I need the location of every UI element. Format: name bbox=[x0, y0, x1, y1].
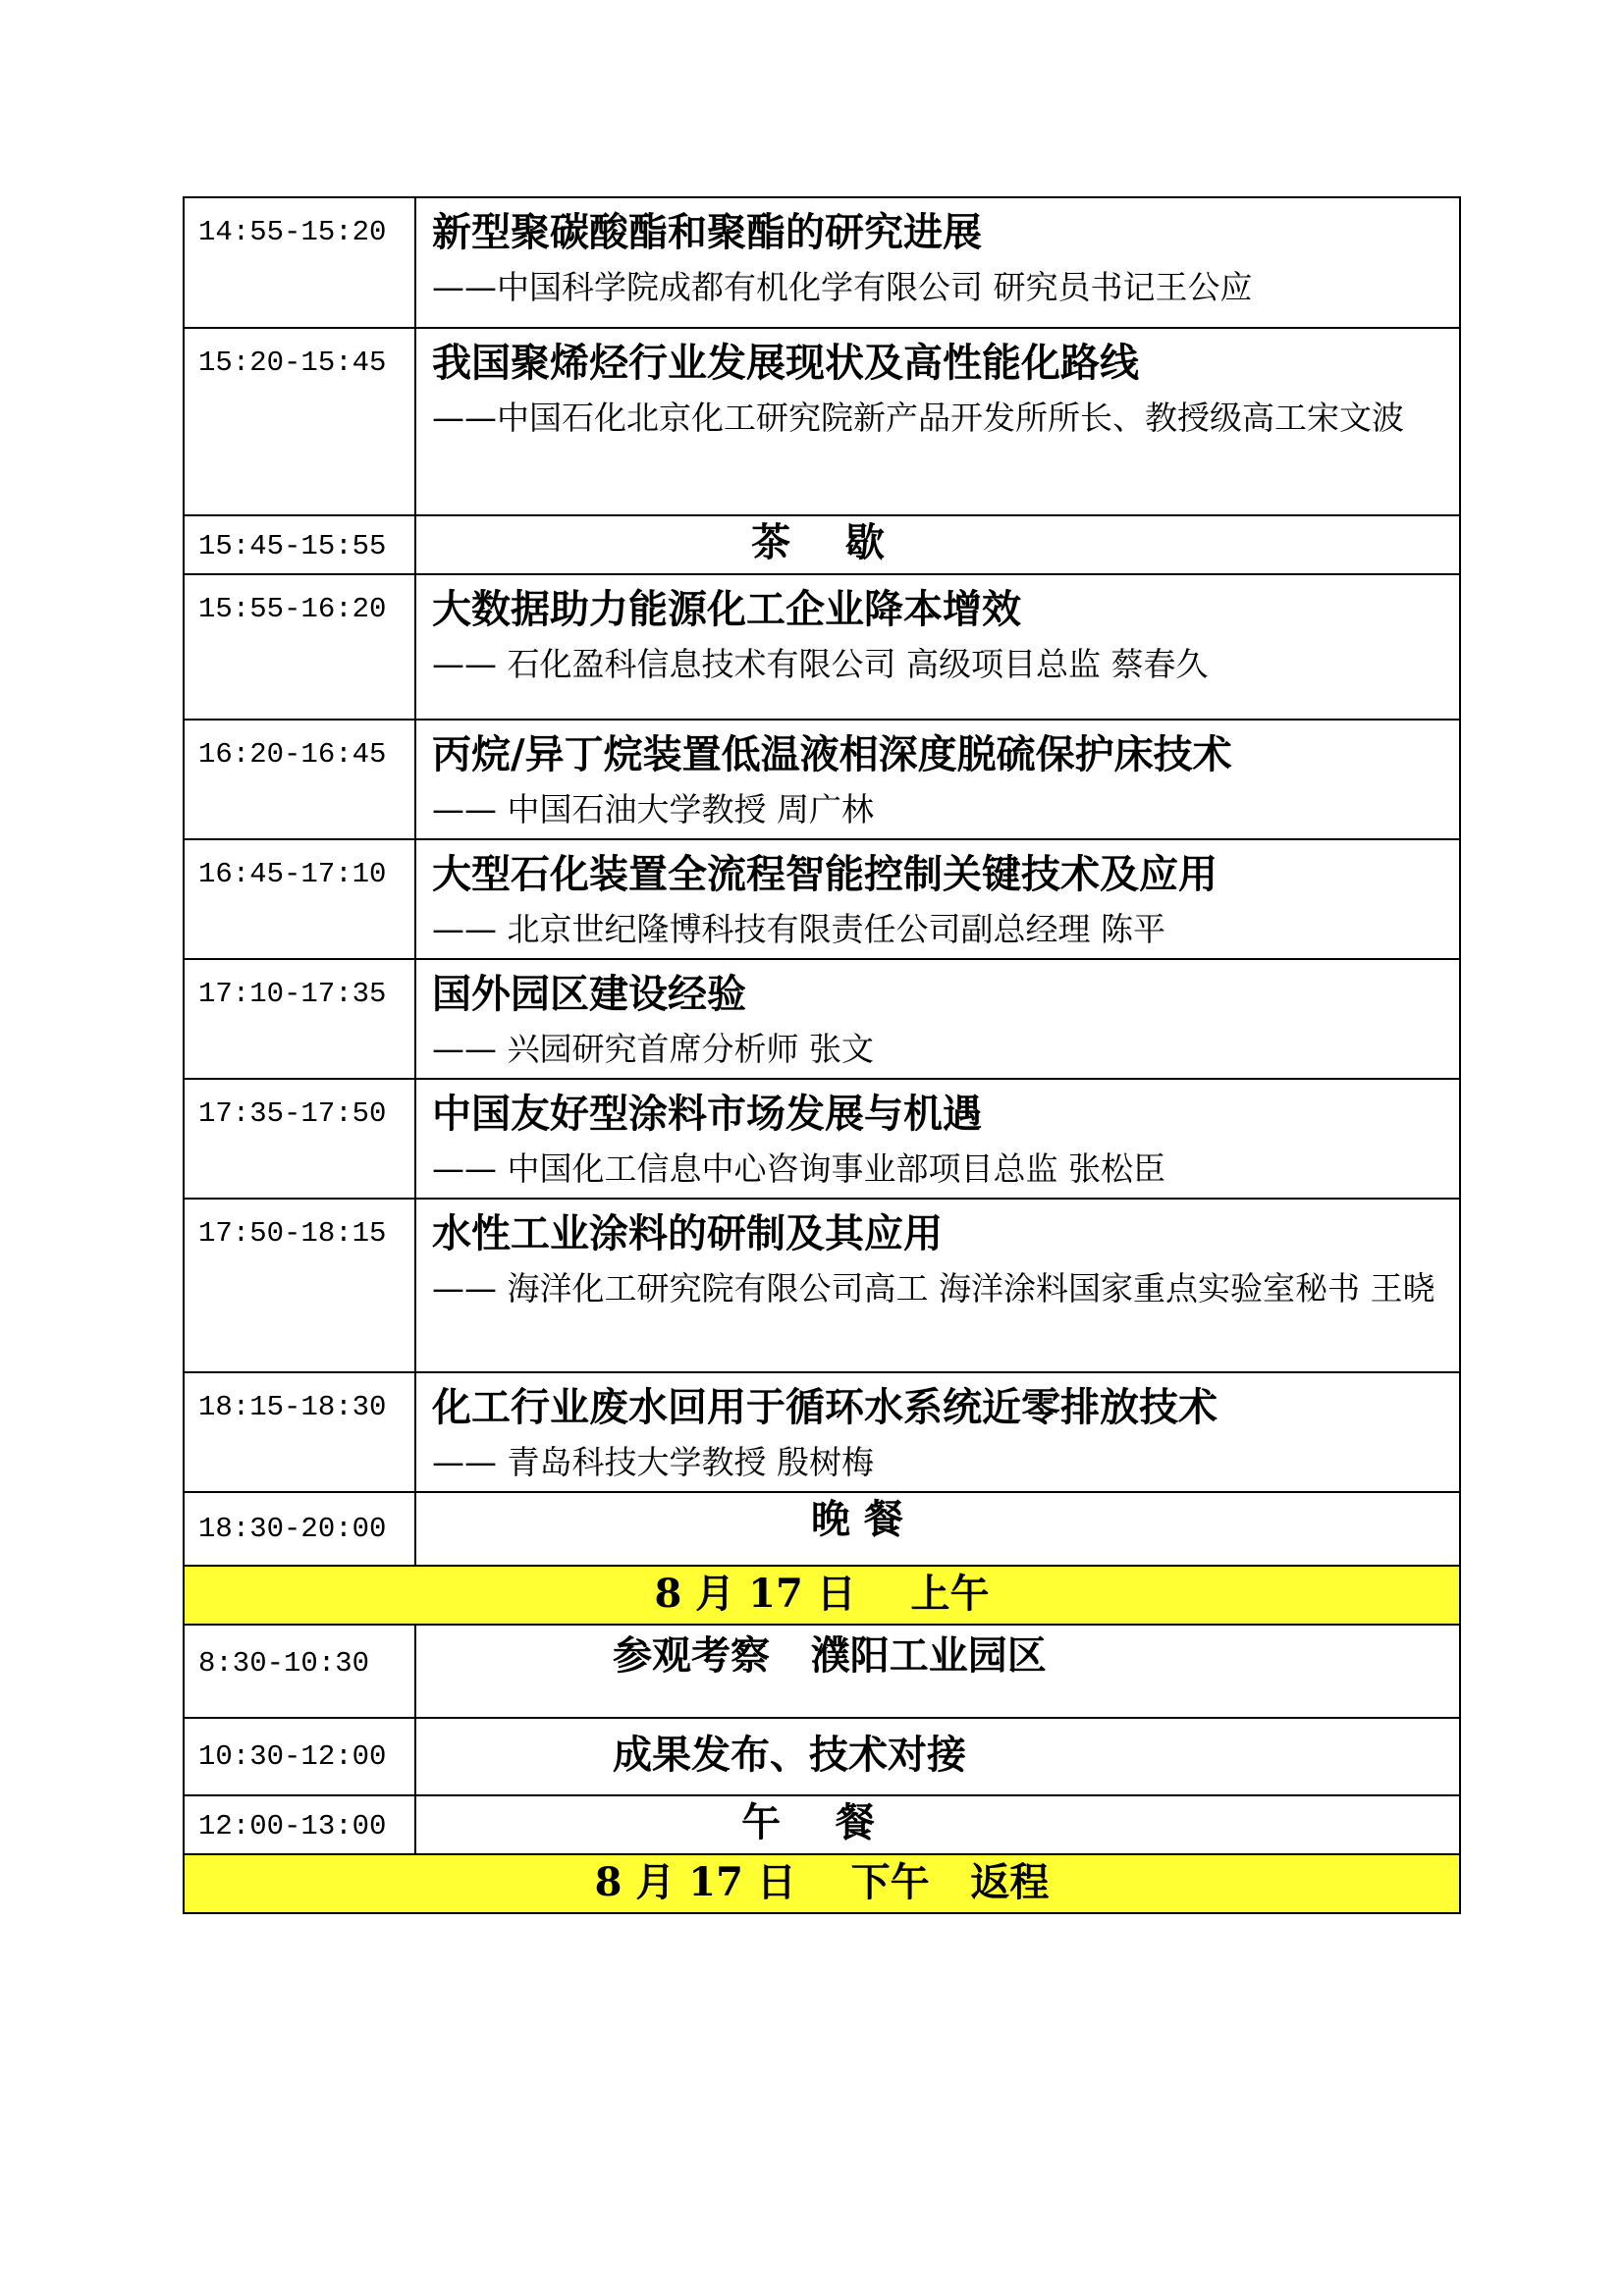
speaker-info: —— 兴园研究首席分析师 张文 bbox=[432, 1030, 874, 1068]
session-cell bbox=[415, 197, 1460, 328]
day-header bbox=[184, 1566, 1460, 1625]
day-header-row bbox=[184, 1566, 1460, 1625]
session-time: 8:30-10:30 bbox=[184, 1625, 415, 1718]
speaker-info: —— 中国化工信息中心咨询事业部项目总监 张松臣 bbox=[432, 1149, 1165, 1188]
day-header-row bbox=[184, 1854, 1460, 1913]
talk-title: 中国友好型涂料市场发展与机遇 bbox=[432, 1091, 982, 1137]
speaker-info: ——中国石化北京化工研究院新产品开发所所长、教授级高工宋文波 bbox=[432, 399, 1404, 437]
speaker-info: —— 北京世纪隆博科技有限责任公司副总经理 陈平 bbox=[432, 910, 1165, 948]
session-time: 15:20-15:45 bbox=[184, 328, 415, 515]
day-header bbox=[184, 1854, 1460, 1913]
talk-title: 新型聚碳酸酯和聚酯的研究进展 bbox=[432, 209, 982, 255]
talk-title: 丙烷/异丁烷装置低温液相深度脱硫保护床技术 bbox=[432, 731, 1232, 777]
session-cell bbox=[415, 720, 1460, 839]
session-cell bbox=[415, 328, 1460, 515]
table-row bbox=[184, 328, 1460, 515]
session-cell bbox=[415, 839, 1460, 959]
speaker-info: —— 中国石油大学教授 周广林 bbox=[432, 790, 874, 828]
table-row bbox=[184, 839, 1460, 959]
talk-title: 化工行业废水回用于循环水系统近零排放技术 bbox=[432, 1384, 1218, 1430]
session-time: 18:15-18:30 bbox=[184, 1372, 415, 1492]
session-cell bbox=[415, 1079, 1460, 1199]
session-time: 15:45-15:55 bbox=[184, 515, 415, 574]
break-label: 晚 餐 bbox=[811, 1496, 903, 1542]
session-cell bbox=[415, 574, 1460, 720]
table-row bbox=[184, 959, 1460, 1079]
break-cell bbox=[415, 1492, 1460, 1566]
table-row bbox=[184, 1625, 1460, 1718]
table-row bbox=[184, 1079, 1460, 1199]
speaker-info: —— 海洋化工研究院有限公司高工 海洋涂料国家重点实验室秘书 王晓 bbox=[432, 1269, 1435, 1308]
day-label: 8 月 17 日 上午 bbox=[654, 1571, 990, 1617]
speaker-info: —— 青岛科技大学教授 殷树梅 bbox=[432, 1443, 874, 1481]
session-time: 16:20-16:45 bbox=[184, 720, 415, 839]
break-label: 午 餐 bbox=[741, 1799, 875, 1845]
day-label: 8 月 17 日 下午 返程 bbox=[594, 1859, 1050, 1905]
session-time: 12:00-13:00 bbox=[184, 1795, 415, 1854]
table-row bbox=[184, 574, 1460, 720]
session-time: 16:45-17:10 bbox=[184, 839, 415, 959]
activity-cell bbox=[415, 1718, 1460, 1795]
table-row bbox=[184, 1492, 1460, 1566]
session-cell bbox=[415, 959, 1460, 1079]
activity-label: 成果发布、技术对接 bbox=[613, 1732, 966, 1778]
table-row bbox=[184, 515, 1460, 574]
talk-title: 大数据助力能源化工企业降本增效 bbox=[432, 586, 1021, 632]
speaker-info: —— 石化盈科信息技术有限公司 高级项目总监 蔡春久 bbox=[432, 645, 1209, 683]
break-label: 茶 歇 bbox=[751, 519, 885, 565]
talk-title: 大型石化装置全流程智能控制关键技术及应用 bbox=[432, 851, 1218, 897]
session-time: 17:50-18:15 bbox=[184, 1199, 415, 1372]
session-time: 10:30-12:00 bbox=[184, 1718, 415, 1795]
session-time: 17:10-17:35 bbox=[184, 959, 415, 1079]
table-row bbox=[184, 197, 1460, 328]
table-row bbox=[184, 1199, 1460, 1372]
table-row bbox=[184, 1372, 1460, 1492]
activity-cell bbox=[415, 1625, 1460, 1718]
session-time: 14:55-15:20 bbox=[184, 197, 415, 328]
table-row bbox=[184, 1795, 1460, 1854]
break-cell bbox=[415, 515, 1460, 574]
session-time: 17:35-17:50 bbox=[184, 1079, 415, 1199]
activity-label: 参观考察 濮阳工业园区 bbox=[613, 1632, 1047, 1679]
session-time: 18:30-20:00 bbox=[184, 1492, 415, 1566]
speaker-info: ——中国科学院成都有机化学有限公司 研究员书记王公应 bbox=[432, 268, 1253, 306]
session-cell bbox=[415, 1199, 1460, 1372]
talk-title: 国外园区建设经验 bbox=[432, 971, 746, 1017]
session-time: 15:55-16:20 bbox=[184, 574, 415, 720]
talk-title: 水性工业涂料的研制及其应用 bbox=[432, 1210, 943, 1256]
schedule-table bbox=[183, 196, 1461, 1914]
table-row bbox=[184, 720, 1460, 839]
break-cell bbox=[415, 1795, 1460, 1854]
table-row bbox=[184, 1718, 1460, 1795]
talk-title: 我国聚烯烃行业发展现状及高性能化路线 bbox=[432, 340, 1139, 386]
session-cell bbox=[415, 1372, 1460, 1492]
